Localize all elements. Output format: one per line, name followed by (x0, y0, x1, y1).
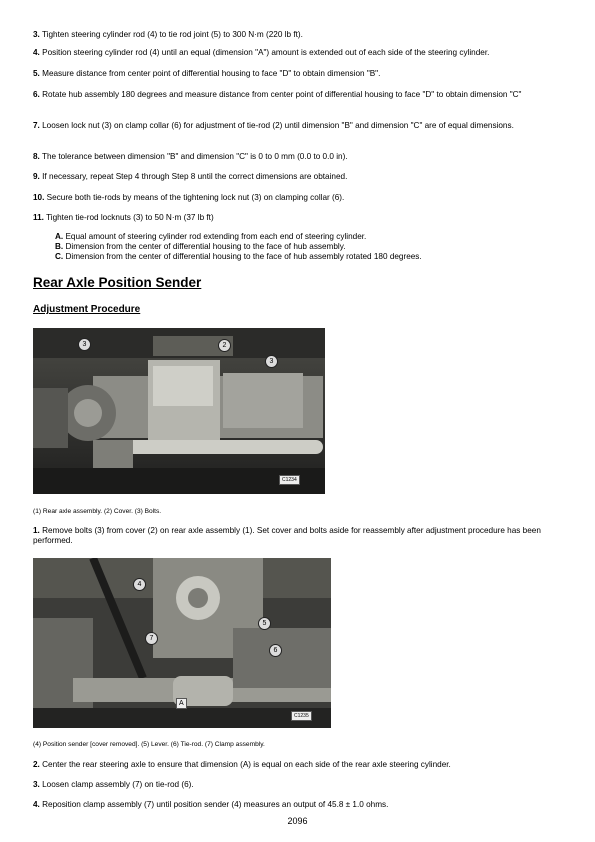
legend-c: C. Dimension from the center of differential housing to the face of hub assembly rotated 180 degrees. (55, 252, 422, 261)
callout-cover: 2 (218, 339, 231, 352)
step-10: 10. Secure both tie-rods by means of the tightening lock nut (3) on clamping collar (6). (33, 193, 345, 202)
figure-2-caption: (4) Position sender [cover removed]. (5) Lever. (6) Tie-rod. (7) Clamp assembly. (33, 741, 265, 748)
legend-b: B. Dimension from the center of differential housing to the face of hub assembly. (55, 242, 346, 251)
subsection-title: Adjustment Procedure (33, 304, 141, 315)
position-sender-photo (33, 558, 331, 728)
callout-bolts: 3 (78, 338, 91, 351)
page-number: 2096 (287, 816, 308, 826)
figure-2-tag: C1235 (291, 711, 312, 721)
section-title: Rear Axle Position Sender (33, 275, 202, 290)
step-reposition-clamp: 4. Reposition clamp assembly (7) until position sender (4) measures an output of 45.8 ± 1.0 ohms. (33, 800, 389, 809)
legend-a: A. Equal amount of steering cylinder rod extending from each end of steering cylinder. (55, 232, 367, 241)
step-3: 3. Tighten steering cylinder rod (4) to tie rod joint (5) to 300 N·m (220 lb ft). (33, 30, 303, 39)
step-8: 8. The tolerance between dimension "B" and dimension "C" is 0 to 0 mm (0.0 to 0.0 in). (33, 152, 348, 161)
callout-lever: 5 (258, 617, 271, 630)
callout-position-sender: 4 (133, 578, 146, 591)
rear-axle-image (33, 328, 325, 494)
step-6: 6. Rotate hub assembly 180 degrees and measure distance from center point of differential housing to face "D" to obtain dimension "C" (33, 90, 522, 99)
figure-1-caption: (1) Rear axle assembly. (2) Cover. (3) Bolts. (33, 508, 162, 515)
step-4: 4. Position steering cylinder rod (4) until an equal (dimension "A") amount is extended out of each side of the steering cylinder. (33, 48, 490, 57)
rear-axle-photo (33, 328, 325, 494)
figure-tag: C1234 (279, 475, 300, 485)
step-loosen-clamp: 3. Loosen clamp assembly (7) on tie-rod (6). (33, 780, 194, 789)
step-5: 5. Measure distance from center point of differential housing to face "D" to obtain dimension "B". (33, 69, 381, 78)
callout-clamp-assembly: 7 (145, 632, 158, 645)
step-remove-bolts: 1. Remove bolts (3) from cover (2) on rear axle assembly (1). Set cover and bolts aside for reassembly after adjustment procedure has been performed. (33, 526, 541, 545)
dimension-a-label: A (176, 698, 187, 709)
callout-bolts-2: 3 (265, 355, 278, 368)
callout-tie-rod: 6 (269, 644, 282, 657)
step-9: 9. If necessary, repeat Step 4 through Step 8 until the correct dimensions are obtained. (33, 172, 348, 181)
step-11: 11. Tighten tie-rod locknuts (3) to 50 N·m (37 lb ft) (33, 213, 214, 222)
step-7: 7. Loosen lock nut (3) on clamp collar (6) for adjustment of tie-rod (2) until dimension "B" and dimension "C" are of equal dimensions. (33, 121, 514, 130)
step-center-axle: 2. Center the rear steering axle to ensure that dimension (A) is equal on each side of the rear axle steering cylinder. (33, 760, 451, 769)
